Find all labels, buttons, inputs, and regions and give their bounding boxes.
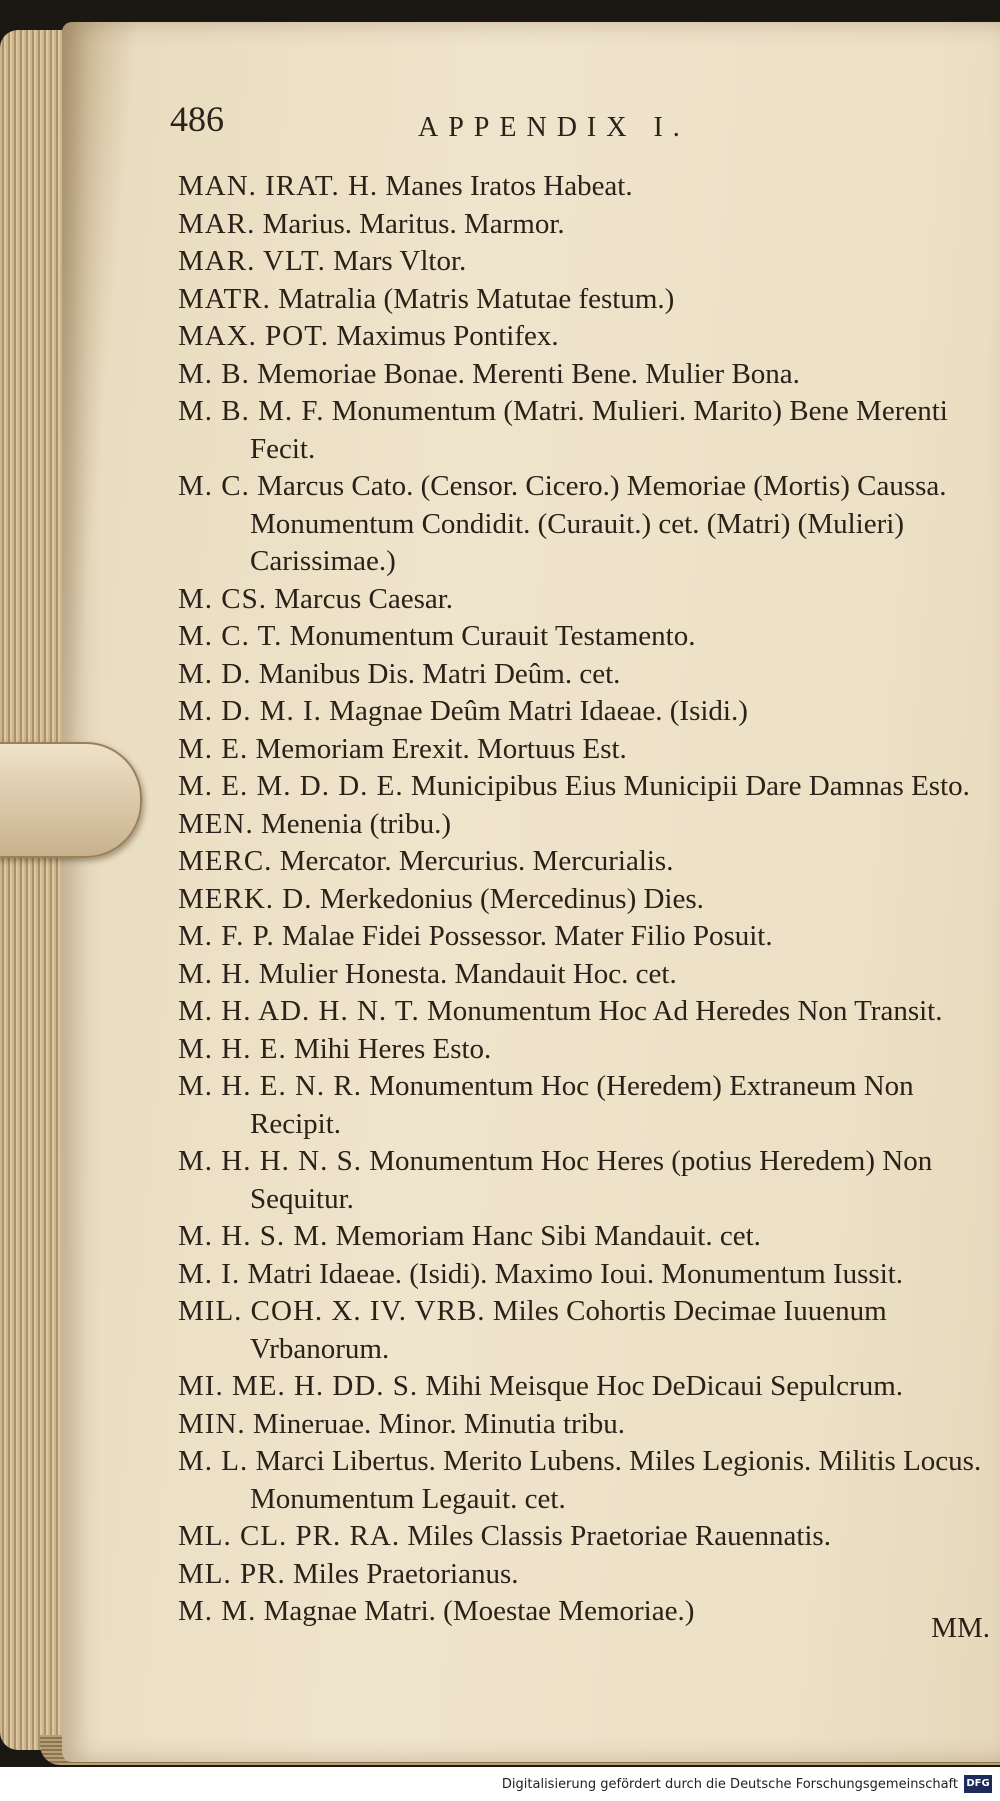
list-item	[178, 1518, 988, 1556]
entry-expansion: Miles Praetorianus.	[292, 1557, 519, 1590]
list-item	[178, 581, 988, 619]
list-item	[178, 768, 988, 806]
entry-abbreviation: MERK. D.	[178, 882, 313, 915]
list-item	[178, 1593, 988, 1631]
entry-abbreviation: M. D.	[178, 657, 252, 690]
entry-expansion: Marius. Maritus. Marmor.	[262, 207, 565, 240]
entry-abbreviation: M. CS.	[178, 582, 268, 615]
list-item	[178, 843, 988, 881]
entry-expansion: Monumentum Hoc (Heredem) Extraneum Non Recipit.	[250, 1070, 914, 1140]
entry-abbreviation: MAR.	[178, 207, 256, 240]
entry-abbreviation: MEN.	[178, 807, 254, 840]
list-item	[178, 1218, 988, 1256]
list-item	[178, 1368, 988, 1406]
entry-abbreviation: M. H. H. N. S.	[178, 1145, 362, 1177]
abbreviation-list	[178, 168, 988, 1631]
entry-abbreviation: MAN. IRAT. H.	[178, 170, 379, 202]
entry-expansion: Marcus Caesar.	[274, 582, 454, 615]
entry-expansion: Monumentum Hoc Heres (potius Heredem) Non Sequitur.	[250, 1145, 933, 1215]
entry-expansion: Miles Cohortis Decimae Iuuenum Vrbanorum.	[250, 1295, 887, 1365]
list-item	[178, 656, 988, 694]
entry-expansion: Municipibus Eius Municipii Dare Damnas Esto.	[410, 770, 970, 802]
entry-abbreviation: M. H. S. M.	[178, 1220, 329, 1252]
entry-abbreviation: M. F. P.	[178, 920, 275, 952]
entry-abbreviation: M. E.	[178, 732, 249, 765]
entry-abbreviation: M. H. E.	[178, 1032, 287, 1065]
list-item	[178, 1443, 988, 1518]
entry-expansion: Merkedonius (Mercedinus) Dies.	[319, 882, 704, 915]
page-header	[170, 98, 990, 148]
list-item	[178, 1406, 988, 1444]
list-item	[178, 731, 988, 769]
entry-expansion: Monumentum (Matri. Mulieri. Marito) Bene Merenti Fecit.	[250, 395, 948, 465]
entry-expansion: Memoriae Bonae. Merenti Bene. Mulier Bona.	[257, 357, 800, 390]
running-head: APPENDIX I.	[418, 112, 690, 143]
entry-abbreviation: M. C. T.	[178, 620, 283, 652]
funding-credit: Digitalisierung gefördert durch die Deutsche Forschungsgemeinschaft	[501, 1777, 958, 1792]
entry-expansion: Manes Iratos Habeat.	[385, 170, 633, 202]
entry-expansion: Miles Classis Praetoriae Rauennatis.	[407, 1520, 831, 1552]
list-item	[178, 1256, 988, 1294]
entry-expansion: Malae Fidei Possessor. Mater Filio Posuit.	[282, 920, 773, 952]
list-item	[178, 356, 988, 394]
list-item	[178, 206, 988, 244]
entry-expansion: Mineruae. Minor. Minutia tribu.	[252, 1407, 626, 1440]
entry-abbreviation: M. M.	[178, 1595, 257, 1627]
page-number: 486	[170, 99, 224, 139]
entry-abbreviation: MIL. COH. X. IV. VRB.	[178, 1295, 486, 1327]
entry-expansion: Mercator. Mercurius. Mercurialis.	[279, 845, 674, 877]
list-item	[178, 168, 988, 206]
entry-abbreviation: MIN.	[178, 1407, 246, 1440]
entry-expansion: Maximus Pontifex.	[336, 320, 559, 352]
entry-abbreviation: MERC.	[178, 845, 273, 877]
entry-abbreviation: M. H. E. N. R.	[178, 1070, 362, 1102]
entry-abbreviation: M. D. M. I.	[178, 695, 322, 727]
entry-abbreviation: M. C.	[178, 470, 250, 502]
entry-abbreviation: MI. ME. H. DD. S.	[178, 1370, 419, 1402]
entry-expansion: Marci Libertus. Merito Lubens. Miles Legionis. Militis Locus. Monumentum Legauit. cet.	[250, 1445, 982, 1515]
list-item	[178, 881, 988, 919]
catchword: MM.	[931, 1612, 990, 1644]
entry-expansion: Monumentum Curauit Testamento.	[289, 620, 696, 652]
entry-expansion: Mihi Heres Esto.	[293, 1032, 492, 1065]
list-item	[178, 318, 988, 356]
list-item	[178, 1143, 988, 1218]
list-item	[178, 281, 988, 319]
list-item	[178, 956, 988, 994]
entry-abbreviation: M. B. M. F.	[178, 395, 325, 427]
entry-expansion: Monumentum Hoc Ad Heredes Non Transit.	[426, 995, 943, 1027]
bookmark-tab	[0, 742, 142, 858]
entry-abbreviation: M. H.	[178, 957, 252, 990]
list-item	[178, 918, 988, 956]
digitization-footer	[0, 1767, 1000, 1801]
entry-abbreviation: M. I.	[178, 1257, 241, 1290]
entry-expansion: Marcus Cato. (Censor. Cicero.) Memoriae (Mortis) Caussa. Monumentum Condidit. (Curauit.) cet. (Matri) (Mulieri) Carissimae.)	[250, 470, 947, 577]
entry-abbreviation: M. B.	[178, 357, 250, 390]
list-item	[178, 1068, 988, 1143]
entry-expansion: Matri Idaeae. (Isidi). Maximo Ioui. Monumentum Iussit.	[247, 1257, 904, 1290]
entry-abbreviation: M. H. AD. H. N. T.	[178, 995, 420, 1027]
entry-abbreviation: MAX. POT.	[178, 320, 330, 352]
list-item	[178, 806, 988, 844]
dfg-logo-icon: DFG	[964, 1775, 992, 1793]
entry-expansion: Menenia (tribu.)	[260, 807, 451, 840]
entry-expansion: Memoriam Hanc Sibi Mandauit. cet.	[335, 1220, 761, 1252]
list-item	[178, 1031, 988, 1069]
list-item	[178, 243, 988, 281]
list-item	[178, 393, 988, 468]
entry-abbreviation: MAR. VLT.	[178, 245, 326, 277]
entry-expansion: Mihi Meisque Hoc DeDicaui Sepulcrum.	[425, 1370, 903, 1402]
list-item	[178, 993, 988, 1031]
list-item	[178, 693, 988, 731]
entry-abbreviation: M. E. M. D. D. E.	[178, 770, 404, 802]
entry-expansion: Mars Vltor.	[333, 245, 467, 277]
entry-expansion: Magnae Deûm Matri Idaeae. (Isidi.)	[329, 695, 748, 727]
entry-abbreviation: ML. PR.	[178, 1557, 286, 1590]
entry-abbreviation: M. L.	[178, 1445, 249, 1477]
entry-abbreviation: MATR.	[178, 282, 271, 315]
entry-expansion: Memoriam Erexit. Mortuus Est.	[255, 732, 627, 765]
list-item	[178, 618, 988, 656]
entry-expansion: Matralia (Matris Matutae festum.)	[278, 282, 675, 315]
entry-expansion: Mulier Honesta. Mandauit Hoc. cet.	[258, 957, 677, 990]
list-item	[178, 468, 988, 581]
entry-expansion: Manibus Dis. Matri Deûm. cet.	[258, 657, 621, 690]
list-item	[178, 1293, 988, 1368]
entry-expansion: Magnae Matri. (Moestae Memoriae.)	[263, 1595, 695, 1627]
list-item	[178, 1556, 988, 1594]
entry-abbreviation: ML. CL. PR. RA.	[178, 1520, 401, 1552]
